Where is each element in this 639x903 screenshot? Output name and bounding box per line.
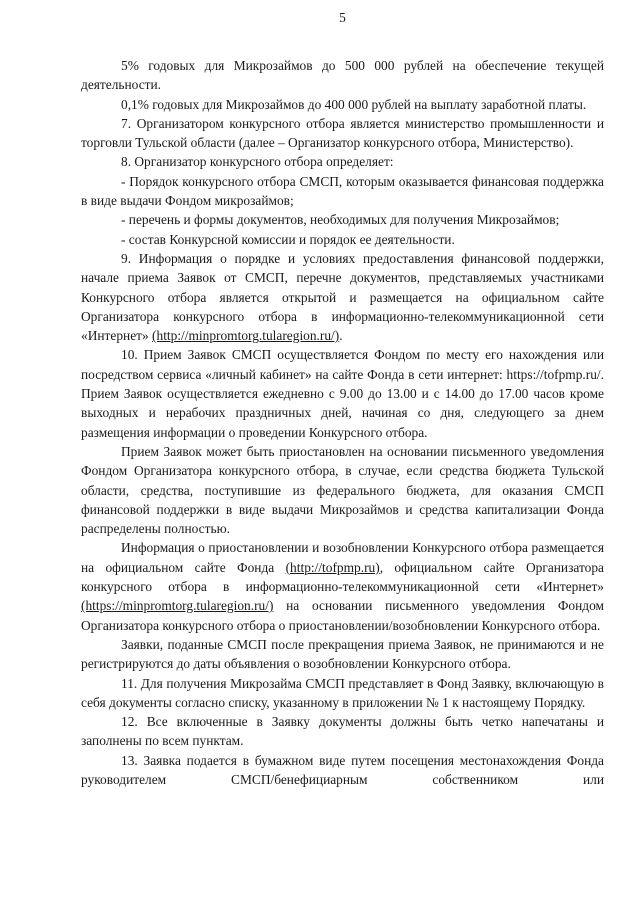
paragraph-9-text: 9. Информация о порядке и условиях предоставления финансовой поддержки, начале приема Заявок от СМСП, перечне документов, представляемых участниками Конкурсного отбора является открытой и размещается на официальном сайте Организатора конкурсного отбора в информационно-телекоммуникационной сети «Интернет» xyxy=(81,250,604,344)
list-item-procedure: - Порядок конкурсного отбора СМСП, которым оказывается финансовая поддержка в виде выдачи Фондом микрозаймов; xyxy=(81,173,604,209)
paragraph-info xyxy=(81,538,604,634)
paragraph-after-stop: Заявки, поданные СМСП после прекращения приема Заявок, не принимаются и не регистрируются до даты объявления о возобновлении Конкурсного отбора. xyxy=(81,636,604,672)
paragraph-info-text-2: , официальном сайте Организатора конкурсного отбора в информационно-телекоммуникационной сети «Интернет» xyxy=(81,559,604,595)
minpromtorg-link-2[interactable]: (https://minpromtorg.tularegion.ru/) xyxy=(81,598,274,614)
paragraph-info-text-1: Информация о приостановлении и возобновлении Конкурсного отбора размещается на официальном сайте Фонда xyxy=(81,540,604,575)
paragraph-12: 12. Все включенные в Заявку документы должны быть четко напечатаны и заполнены по всем пунктам. xyxy=(81,714,604,749)
paragraph-rate-01: 0,1% годовых для Микрозаймов до 400 000 рублей на выплату заработной платы. xyxy=(121,96,587,112)
paragraph-13: 13. Заявка подается в бумажном виде путем посещения местонахождения Фонда руководителем СМСП/бенефициарным собственником или xyxy=(81,752,604,787)
list-item-commission: - состав Конкурсной комиссии и порядок ее деятельности. xyxy=(121,231,455,247)
paragraph-rate-5: 5% годовых для Микрозаймов до 500 000 рублей на обеспечение текущей деятельности. xyxy=(81,58,604,93)
page-number: 5 xyxy=(339,10,346,25)
tofpmp-link[interactable]: (http://tofpmp.ru) xyxy=(285,559,380,575)
paragraph-9 xyxy=(81,249,604,345)
paragraph-8: 8. Организатор конкурсного отбора определяет: xyxy=(121,154,394,170)
paragraph-info-text-3: на основании письменного уведомления Фондом Организатора конкурсного отбора о приостановлении/возобновлении Конкурсного отбора. xyxy=(81,598,604,633)
list-item-documents: - перечень и формы документов, необходимых для получения Микрозаймов; xyxy=(121,212,560,228)
paragraph-suspension: Прием Заявок может быть приостановлен на основании письменного уведомления Фондом Организатора конкурсного отбора, в случае, если средства бюджета Тульской области, средства, поступившие из федерального бюджета, для оказания СМСП финансовой поддержки в виде выдачи Микрозаймов и средства капитализации Фонда распределены полностью. xyxy=(81,443,604,537)
minpromtorg-link[interactable]: (http://minpromtorg.tularegion.ru/) xyxy=(152,328,340,344)
paragraph-9-end: . xyxy=(339,328,343,344)
paragraph-7: 7. Организатором конкурсного отбора является министерство промышленности и торговли Тульской области (далее – Организатор конкурсного отбора, Министерство). xyxy=(81,115,604,151)
paragraph-10: 10. Прием Заявок СМСП осуществляется Фондом по месту его нахождения или посредством сервиса «личный кабинет» на сайте Фонда в сети интернет: https://tofpmp.ru/. Прием Заявок осуществляется ежедневно с 9.00 до 13.00 и с 14.00 до 17.00 часов кроме выходных и нерабочих праздничных дней, начиная со дня, следующего за днем размещения информации о проведении Конкурсного отбора. xyxy=(81,347,604,440)
paragraph-11: 11. Для получения Микрозайма СМСП представляет в Фонд Заявку, включающую в себя документы согласно списку, указанному в приложении № 1 к настоящему Порядку. xyxy=(81,675,604,710)
